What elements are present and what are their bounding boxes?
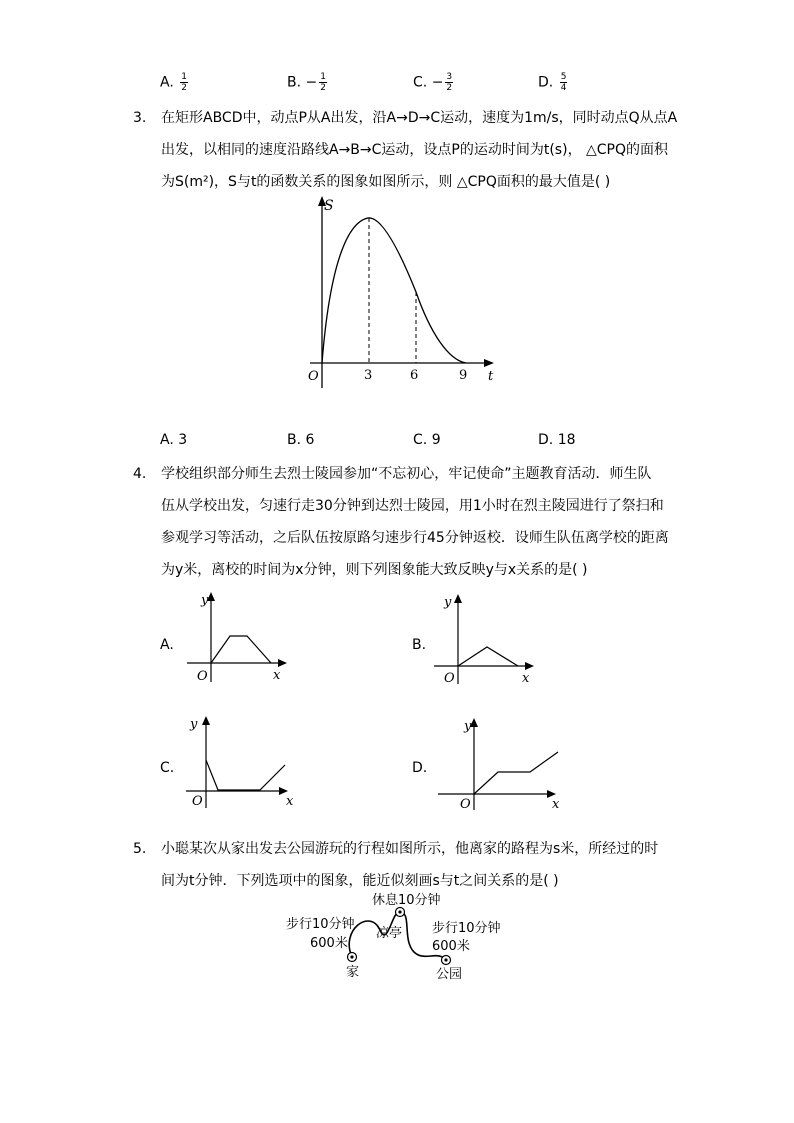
graph-line [206,760,285,790]
question-text-line: 小聪某次从家出发去公园游玩的行程如图所示，他离家的路程为s米，所经过的时 [161,841,659,857]
y-axis-label: y [444,595,452,610]
minus-sign: − [305,74,318,91]
x-axis-label: x [286,794,294,809]
y-axis-label: y [464,719,472,734]
area-curve [322,218,466,363]
question-number: 5. [133,841,147,857]
option-letter: B. [287,74,302,91]
tick-label: 9 [459,368,468,383]
question-number: 3. [133,110,147,126]
numerator: 5 [560,72,567,82]
q4-option-c-graph[interactable] [182,712,297,810]
q4-option-b-label[interactable]: B. [412,637,427,653]
q5-route-diagram [280,890,520,986]
q4-option-d-graph[interactable] [434,714,564,812]
graph-line [211,636,271,663]
denominator: 4 [560,83,567,93]
denominator: 2 [320,83,326,93]
pavilion-marker-dot [398,910,401,913]
option-letter: D. [538,74,554,91]
origin-label: O [197,669,208,684]
x-axis-label: t [488,369,494,384]
y-axis-label: y [190,717,198,732]
option-text: 6 [305,432,315,448]
x-axis-label: x [522,671,530,686]
option-text: 18 [557,432,576,448]
question-text-line: 在矩形ABCD中，动点P从A出发，沿A→D→C运动，速度为1m/s，同时动点Q从点A [161,110,678,126]
option-letter: A. [160,432,174,448]
numerator: 1 [181,72,187,82]
question-text-line: 出发，以相同的速度沿路线A→B→C运动，设点P的运动时间为t(s)， △CPQ的面积 [161,142,669,158]
fraction [180,72,188,93]
y-axis-label: y [201,593,209,608]
question-text-line: 参观学习等活动，之后队伍按原路匀速步行45分钟返校．设师生队伍离学校的距离 [161,530,669,546]
graph-line [458,647,518,666]
q4-option-c-label[interactable]: C. [160,760,175,776]
graph-line [474,752,558,794]
park-marker-dot [444,958,447,961]
minus-sign: − [431,74,444,91]
left-walk-label: 步行10分钟 [286,917,355,932]
option-text: 3 [178,432,188,448]
q3-option-a[interactable] [160,432,187,448]
option-letter: D. [538,432,554,448]
option-text: 9 [431,432,441,448]
q3-function-graph [290,192,510,392]
fraction [560,72,568,93]
y-axis-label: S [324,198,334,214]
question-text-line: 为y米，离校的时间为x分钟，则下列图象能大致反映y与x关系的是( ) [161,562,588,578]
origin-label: O [308,369,319,384]
numerator: 3 [446,72,453,82]
q2-option-a[interactable] [160,72,188,93]
right-walk-label: 步行10分钟 [432,921,501,936]
origin-label: O [460,797,471,812]
q4-option-a-label[interactable]: A. [160,637,174,653]
rest-label: 休息10分钟 [372,893,441,908]
q4-option-b-graph[interactable] [432,590,542,686]
x-axis-label: x [552,797,560,812]
question-text-line: 学校组织部分师生去烈士陵园参加“不忘初心，牢记使命”主题教育活动．师生队 [161,466,652,482]
question-text-line: 伍从学校出发，匀速行走30分钟到达烈士陵园，用1小时在烈主陵园进行了祭扫和 [161,498,664,514]
q2-option-c[interactable] [413,72,453,93]
origin-label: O [192,794,203,809]
home-marker-dot [350,955,353,958]
x-axis-arrow [278,659,287,667]
fraction [319,72,327,93]
pavilion-label: 凉亭 [376,926,403,941]
q4-option-d-label[interactable]: D. [412,760,428,776]
numerator: 1 [320,72,326,82]
x-axis-arrow [525,662,534,670]
q3-option-b[interactable] [287,432,314,448]
q3-option-d[interactable] [538,432,576,448]
q2-option-b[interactable] [287,72,327,93]
fraction [445,72,453,93]
origin-label: O [444,671,455,686]
right-distance-label: 600米 [432,939,470,954]
y-axis-arrow [202,716,210,725]
option-letter: A. [160,74,174,91]
left-distance-label: 600米 [310,936,348,951]
option-letter: C. [413,74,428,91]
y-axis-arrow [454,594,462,603]
question-text-line: 为S(m²)，S与t的函数关系的图象如图所示，则 △CPQ面积的最大值是( ) [161,174,611,190]
denominator: 2 [181,83,187,93]
tick-label: 6 [410,368,419,383]
x-axis-arrow [484,359,494,367]
denominator: 2 [446,83,453,93]
option-letter: C. [413,432,428,448]
q2-option-d[interactable] [538,72,567,93]
tick-label: 3 [364,368,373,383]
question-text-line: 间为t分钟．下列选项中的图象，能近似刻画s与t之间关系的是( ) [161,873,559,889]
park-label: 公园 [436,967,463,982]
q4-option-a-graph[interactable] [185,588,295,684]
question-number: 4. [133,466,147,482]
q3-option-c[interactable] [413,432,441,448]
option-letter: B. [287,432,302,448]
home-label: 家 [346,965,360,980]
x-axis-label: x [273,668,281,683]
